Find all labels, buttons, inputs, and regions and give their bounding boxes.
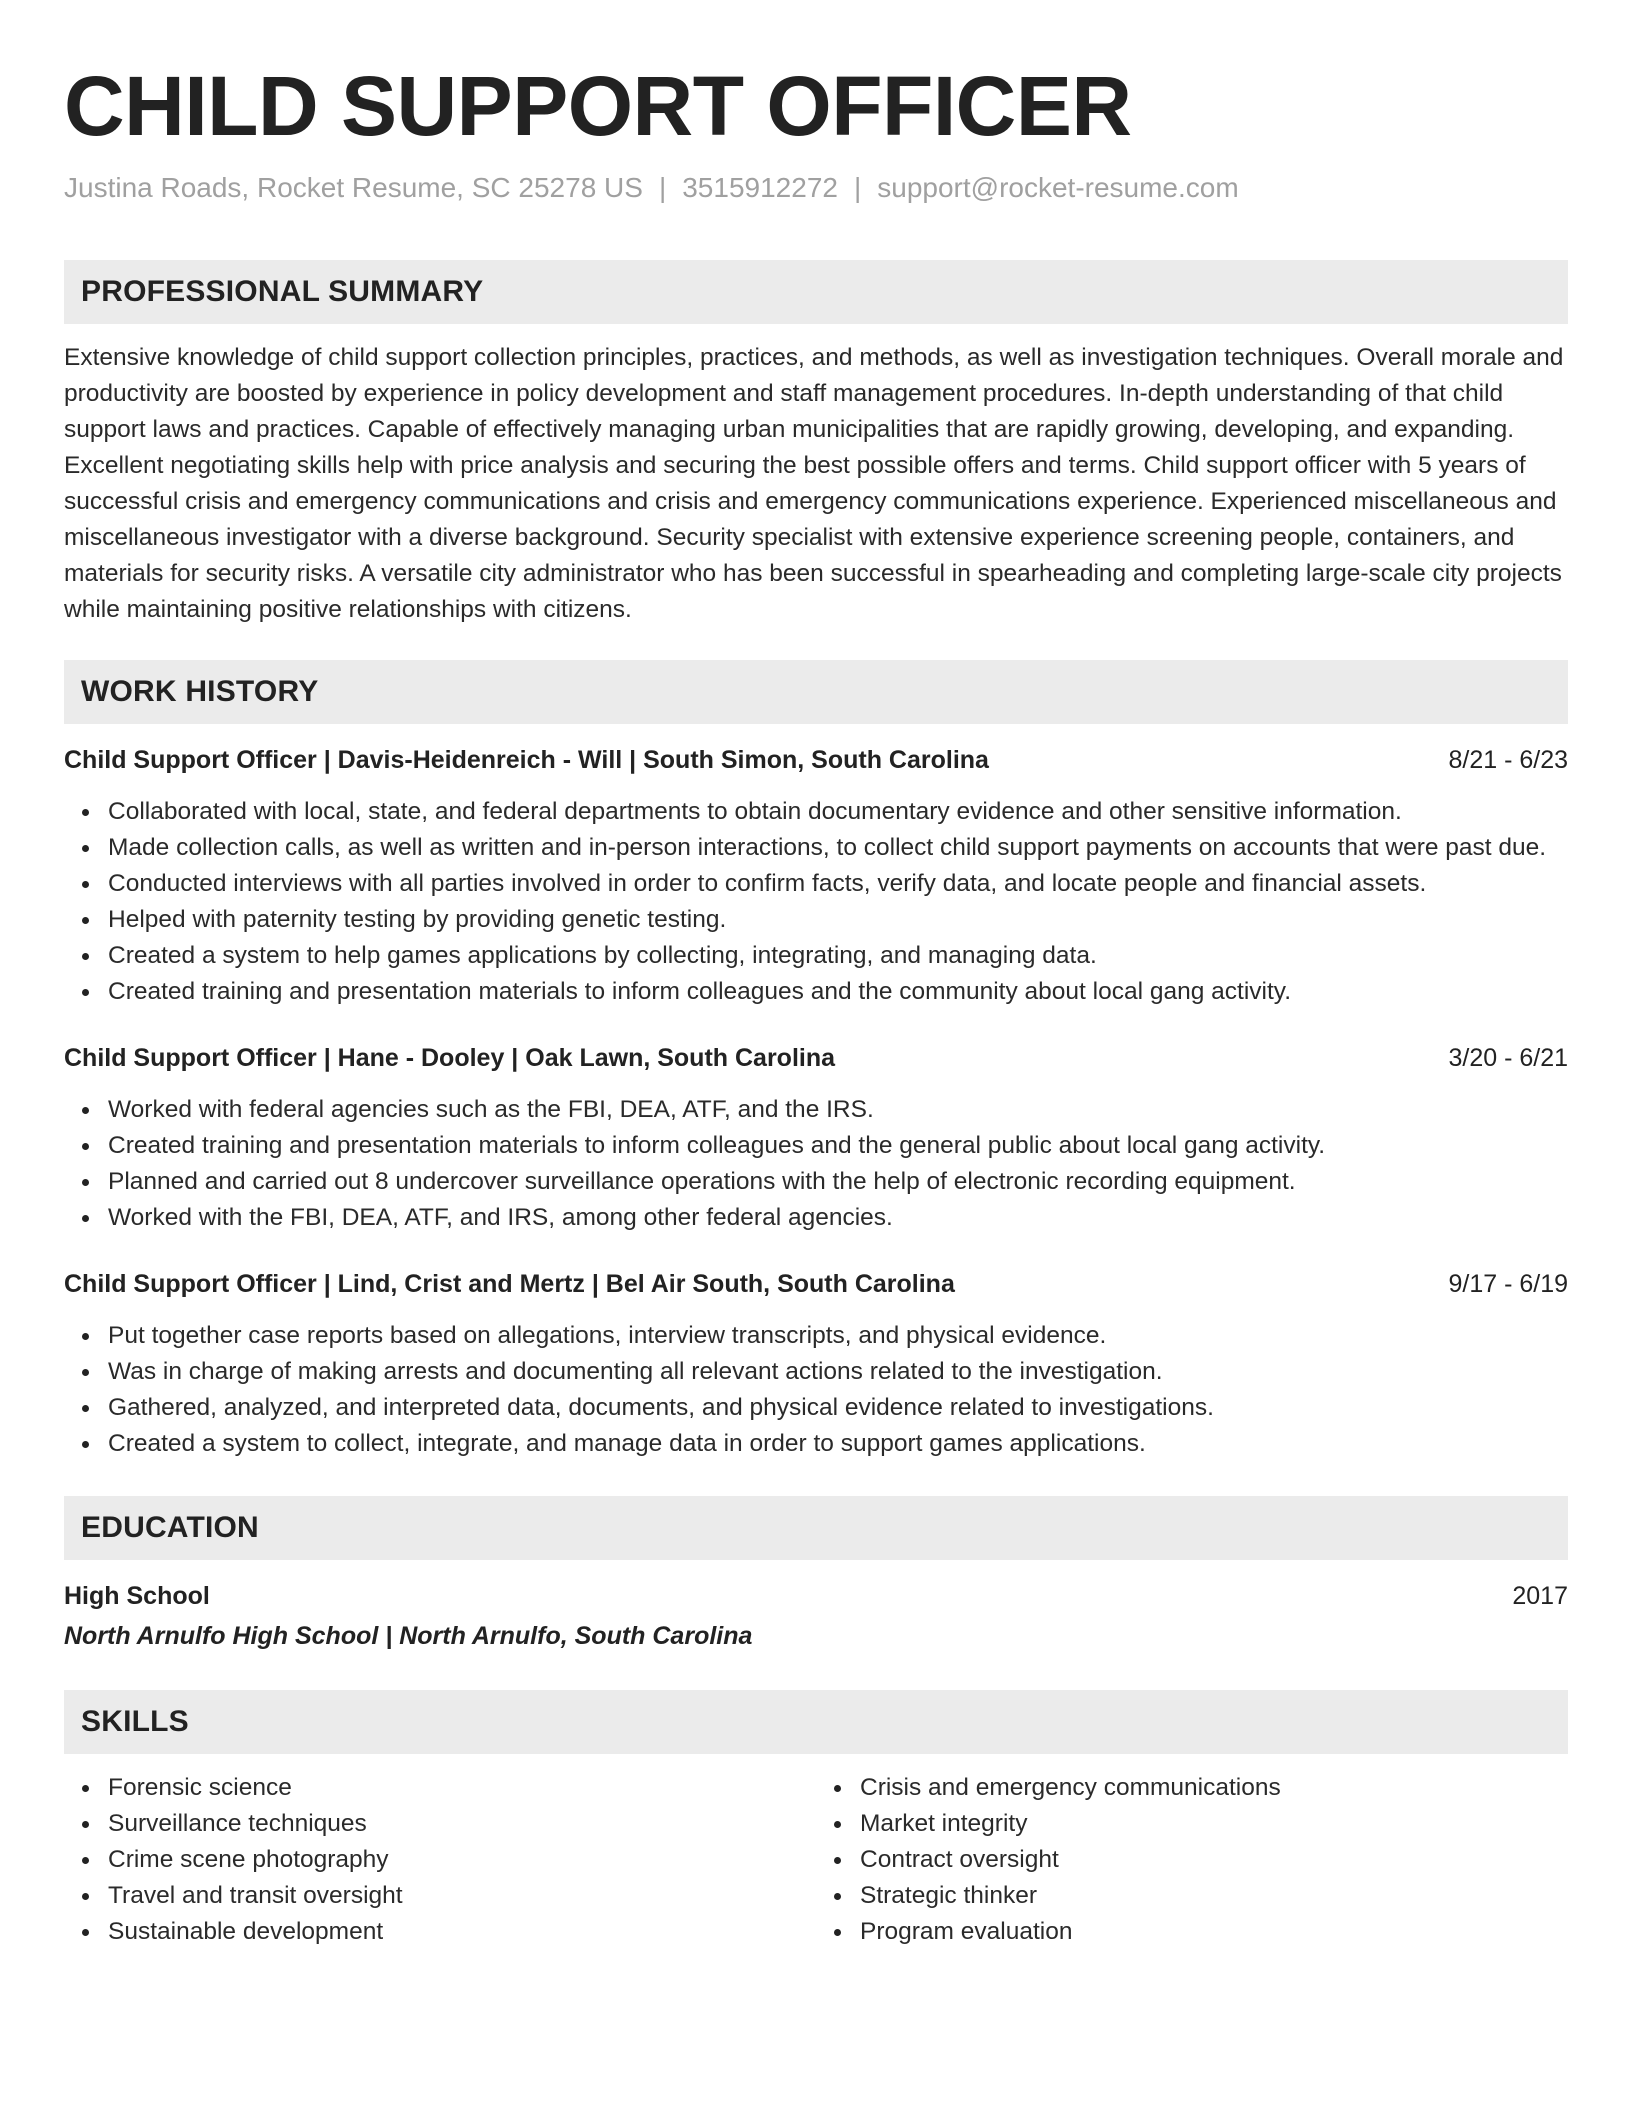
contact-separator: | [658,172,667,203]
job-dates: 3/20 - 6/21 [1448,1044,1568,1072]
job-bullet: Made collection calls, as well as written and in-person interactions, to collect child support payments on accounts that were past due. [108,830,1568,866]
contact-separator: | [853,172,862,203]
skill-item: Contract oversight [860,1842,1568,1878]
skill-item: Program evaluation [860,1914,1568,1950]
skill-item: Strategic thinker [860,1878,1568,1914]
skill-item: Sustainable development [108,1914,816,1950]
job-bullets [64,794,1568,1010]
section-heading-summary: PROFESSIONAL SUMMARY [64,260,1568,324]
job-bullet: Conducted interviews with all parties involved in order to confirm facts, verify data, and locate people and financial assets. [108,866,1568,902]
education-degree: High School [64,1582,210,1610]
job-title: Child Support Officer | Lind, Crist and Mertz | Bel Air South, South Carolina [64,1270,955,1298]
skill-item: Crime scene photography [108,1842,816,1878]
job-bullet: Worked with the FBI, DEA, ATF, and IRS, among other federal agencies. [108,1200,1568,1236]
job-entry [64,1040,1568,1236]
job-entry [64,742,1568,1010]
skill-item: Forensic science [108,1770,816,1806]
job-bullet: Gathered, analyzed, and interpreted data, documents, and physical evidence related to investigations. [108,1390,1568,1426]
skill-item: Market integrity [860,1806,1568,1842]
job-title: Child Support Officer | Hane - Dooley | Oak Lawn, South Carolina [64,1044,836,1072]
job-bullet: Put together case reports based on allegations, interview transcripts, and physical evidence. [108,1318,1568,1354]
job-bullets [64,1092,1568,1236]
contact-email: support@rocket-resume.com [877,172,1239,203]
job-title: Child Support Officer | Davis-Heidenreich - Will | South Simon, South Carolina [64,746,989,774]
skills-list-left [64,1770,816,1950]
job-entry [64,1266,1568,1462]
skill-item: Travel and transit oversight [108,1878,816,1914]
job-bullet: Collaborated with local, state, and federal departments to obtain documentary evidence and other sensitive information. [108,794,1568,830]
section-heading-skills: SKILLS [64,1690,1568,1754]
job-bullet: Was in charge of making arrests and documenting all relevant actions related to the investigation. [108,1354,1568,1390]
skill-item: Crisis and emergency communications [860,1770,1568,1806]
job-dates: 9/17 - 6/19 [1448,1270,1568,1298]
education-year: 2017 [1512,1582,1568,1610]
skills-columns [64,1770,1568,1950]
contact-line [64,170,1568,206]
summary-text: Extensive knowledge of child support collection principles, practices, and methods, as well as investigation techniques. Overall morale and productivity are boosted by experience in policy development and staff management procedures. In-depth understanding of that child support laws and practices. Capable of effectively managing urban municipalities that are rapidly growing, developing, and expanding. Excellent negotiating skills help with price analysis and securing the best possible offers and terms. Child support officer with 5 years of successful crisis and emergency communications and crisis and emergency communications experience. Experienced miscellaneous and miscellaneous investigator with a diverse background. Security specialist with extensive experience screening people, containers, and materials for security risks. A versatile city administrator who has been successful in spearheading and completing large-scale city projects while maintaining positive relationships with citizens. [64,344,1564,623]
job-bullet: Created training and presentation materials to inform colleagues and the general public about local gang activity. [108,1128,1568,1164]
section-heading-education: EDUCATION [64,1496,1568,1560]
contact-address: Justina Roads, Rocket Resume, SC 25278 US [64,172,643,203]
skill-item: Surveillance techniques [108,1806,816,1842]
job-bullet: Planned and carried out 8 undercover surveillance operations with the help of electronic recording equipment. [108,1164,1568,1200]
skills-list-right [816,1770,1568,1950]
job-bullet: Helped with paternity testing by providing genetic testing. [108,902,1568,938]
job-bullet: Created a system to collect, integrate, and manage data in order to support games applications. [108,1426,1568,1462]
section-heading-work-history: WORK HISTORY [64,660,1568,724]
job-bullets [64,1318,1568,1462]
job-dates: 8/21 - 6/23 [1448,746,1568,774]
education-entry [64,1578,1568,1654]
contact-phone: 3515912272 [682,172,838,203]
resume-title: CHILD SUPPORT OFFICER [64,59,1132,153]
job-bullet: Created a system to help games applications by collecting, integrating, and managing data. [108,938,1568,974]
work-history-list [64,742,1568,1462]
job-bullet: Created training and presentation materials to inform colleagues and the community about local gang activity. [108,974,1568,1010]
job-bullet: Worked with federal agencies such as the FBI, DEA, ATF, and the IRS. [108,1092,1568,1128]
education-school: North Arnulfo High School | North Arnulfo, South Carolina [64,1622,753,1650]
